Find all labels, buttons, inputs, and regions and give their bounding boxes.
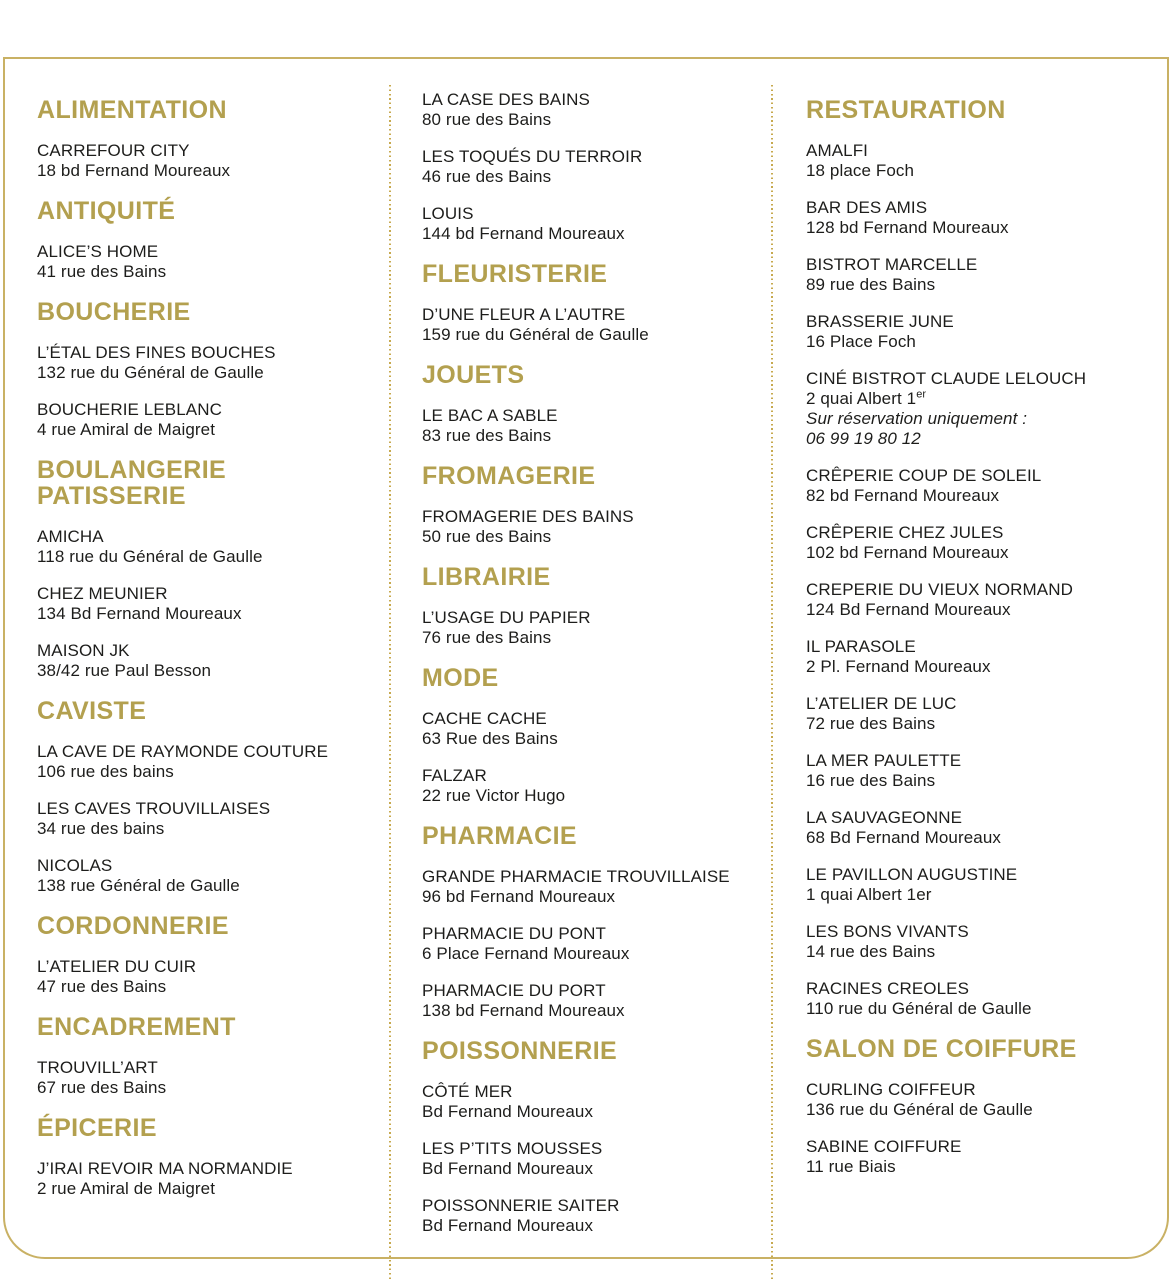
category-heading: ANTIQUITÉ bbox=[37, 197, 176, 225]
entry-name: CRÊPERIE CHEZ JULES bbox=[806, 523, 1004, 542]
category-heading: FROMAGERIE bbox=[422, 462, 596, 490]
entry-name: MAISON JK bbox=[37, 641, 130, 660]
entry-name: ALICE’S HOME bbox=[37, 242, 159, 261]
directory-entry bbox=[37, 742, 372, 782]
directory-entry bbox=[37, 141, 372, 181]
entry-name: L’ATELIER DE LUC bbox=[806, 694, 957, 713]
entry-name: LA CASE DES BAINS bbox=[422, 90, 590, 109]
entry-name: D’UNE FLEUR A L’AUTRE bbox=[422, 305, 626, 324]
directory-entry bbox=[37, 957, 372, 997]
directory-entry bbox=[37, 1159, 372, 1199]
directory-entry bbox=[806, 922, 1156, 962]
directory-entry bbox=[37, 527, 372, 567]
directory-entry bbox=[37, 242, 372, 282]
directory-entry bbox=[422, 90, 757, 130]
entry-note: 06 99 19 80 12 bbox=[806, 429, 921, 448]
entry-name: IL PARASOLE bbox=[806, 637, 916, 656]
category-heading: LIBRAIRIE bbox=[422, 563, 551, 591]
directory-entry bbox=[806, 523, 1156, 563]
entry-address: 159 rue du Général de Gaulle bbox=[422, 325, 649, 344]
directory-entry bbox=[422, 766, 757, 806]
category-heading: CAVISTE bbox=[37, 697, 147, 725]
entry-name: CINÉ BISTROT CLAUDE LELOUCH bbox=[806, 369, 1087, 388]
entry-address: 118 rue du Général de Gaulle bbox=[37, 547, 263, 566]
directory-entry bbox=[806, 198, 1156, 238]
directory-entry bbox=[806, 580, 1156, 620]
entry-name: LA SAUVAGEONNE bbox=[806, 808, 963, 827]
entry-name: GRANDE PHARMACIE TROUVILLAISE bbox=[422, 867, 730, 886]
directory-entry bbox=[806, 1137, 1156, 1177]
directory-entry bbox=[37, 1058, 372, 1098]
entry-name: L’USAGE DU PAPIER bbox=[422, 608, 591, 627]
directory-entry bbox=[806, 1080, 1156, 1120]
entry-name: BISTROT MARCELLE bbox=[806, 255, 978, 274]
category-heading: MODE bbox=[422, 664, 499, 692]
directory-entry bbox=[806, 369, 1156, 449]
entry-address: 46 rue des Bains bbox=[422, 167, 552, 186]
entry-address: 16 Place Foch bbox=[806, 332, 916, 351]
entry-address: 38/42 rue Paul Besson bbox=[37, 661, 212, 680]
entry-name: LA MER PAULETTE bbox=[806, 751, 962, 770]
entry-name: NICOLAS bbox=[37, 856, 113, 875]
entry-address: Bd Fernand Moureaux bbox=[422, 1216, 594, 1235]
entry-address: Bd Fernand Moureaux bbox=[422, 1102, 594, 1121]
entry-address: 76 rue des Bains bbox=[422, 628, 552, 647]
entry-address: 34 rue des bains bbox=[37, 819, 165, 838]
entry-name: BOUCHERIE LEBLANC bbox=[37, 400, 222, 419]
entry-address: 2 quai Albert 1er bbox=[806, 388, 927, 408]
entry-address: 50 rue des Bains bbox=[422, 527, 552, 546]
category-heading: CORDONNERIE bbox=[37, 912, 229, 940]
directory-entry bbox=[422, 924, 757, 964]
directory-entry bbox=[806, 255, 1156, 295]
entry-address: 124 Bd Fernand Moureaux bbox=[806, 600, 1011, 619]
entry-name: CURLING COIFFEUR bbox=[806, 1080, 976, 1099]
entry-address: 18 place Foch bbox=[806, 161, 915, 180]
entry-name: L’ATELIER DU CUIR bbox=[37, 957, 197, 976]
entry-name: TROUVILL’ART bbox=[37, 1058, 158, 1077]
entry-address: 41 rue des Bains bbox=[37, 262, 167, 281]
category-heading: SALON DE COIFFURE bbox=[806, 1035, 1077, 1063]
directory-entry bbox=[422, 608, 757, 648]
entry-name: PHARMACIE DU PONT bbox=[422, 924, 606, 943]
directory-entry bbox=[37, 343, 372, 383]
entry-address: 144 bd Fernand Moureaux bbox=[422, 224, 625, 243]
entry-address: 72 rue des Bains bbox=[806, 714, 936, 733]
entry-address: 14 rue des Bains bbox=[806, 942, 936, 961]
directory-entry bbox=[422, 1139, 757, 1179]
entry-name: BAR DES AMIS bbox=[806, 198, 928, 217]
entry-address: 82 bd Fernand Moureaux bbox=[806, 486, 1000, 505]
entry-name: FROMAGERIE DES BAINS bbox=[422, 507, 634, 526]
entry-address: 22 rue Victor Hugo bbox=[422, 786, 566, 805]
entry-address: 6 Place Fernand Moureaux bbox=[422, 944, 630, 963]
entry-name: LE BAC A SABLE bbox=[422, 406, 558, 425]
entry-address: 136 rue du Général de Gaulle bbox=[806, 1100, 1033, 1119]
directory-entry bbox=[422, 1196, 757, 1236]
entry-address: Bd Fernand Moureaux bbox=[422, 1159, 594, 1178]
entry-name: CARREFOUR CITY bbox=[37, 141, 190, 160]
directory-entry bbox=[422, 507, 757, 547]
entry-address: 18 bd Fernand Moureaux bbox=[37, 161, 231, 180]
category-heading: ALIMENTATION bbox=[37, 96, 227, 124]
directory-entry bbox=[806, 466, 1156, 506]
entry-note: Sur réservation uniquement : bbox=[806, 409, 1028, 428]
entry-name: LA CAVE DE RAYMONDE COUTURE bbox=[37, 742, 329, 761]
entry-name: LES BONS VIVANTS bbox=[806, 922, 969, 941]
category-heading: POISSONNERIE bbox=[422, 1037, 618, 1065]
directory-entry bbox=[422, 406, 757, 446]
directory-entry bbox=[37, 641, 372, 681]
directory-entry bbox=[37, 584, 372, 624]
entry-name: LES TOQUÉS DU TERROIR bbox=[422, 147, 643, 166]
category-heading: FLEURISTERIE bbox=[422, 260, 608, 288]
entry-name: LES P’TITS MOUSSES bbox=[422, 1139, 603, 1158]
entry-name: L’ÉTAL DES FINES BOUCHES bbox=[37, 343, 276, 362]
category-heading: RESTAURATION bbox=[806, 96, 1006, 124]
entry-name: SABINE COIFFURE bbox=[806, 1137, 962, 1156]
entry-name: LOUIS bbox=[422, 204, 474, 223]
column-middle bbox=[422, 90, 757, 1253]
entry-address: 68 Bd Fernand Moureaux bbox=[806, 828, 1001, 847]
entry-address: 67 rue des Bains bbox=[37, 1078, 167, 1097]
directory-entry bbox=[422, 305, 757, 345]
entry-name: LE PAVILLON AUGUSTINE bbox=[806, 865, 1018, 884]
directory-entry bbox=[422, 204, 757, 244]
entry-name: J’IRAI REVOIR MA NORMANDIE bbox=[37, 1159, 293, 1178]
entry-name: PHARMACIE DU PORT bbox=[422, 981, 606, 1000]
directory-entry bbox=[37, 400, 372, 440]
entry-address: 1 quai Albert 1er bbox=[806, 885, 932, 904]
entry-address: 128 bd Fernand Moureaux bbox=[806, 218, 1009, 237]
column-right bbox=[806, 90, 1156, 1194]
entry-name: AMICHA bbox=[37, 527, 104, 546]
entry-name: CACHE CACHE bbox=[422, 709, 547, 728]
category-heading: BOUCHERIE bbox=[37, 298, 191, 326]
entry-name: AMALFI bbox=[806, 141, 869, 160]
entry-address: 134 Bd Fernand Moureaux bbox=[37, 604, 242, 623]
directory-columns bbox=[0, 90, 1175, 1282]
entry-address: 96 bd Fernand Moureaux bbox=[422, 887, 616, 906]
column-left bbox=[37, 90, 372, 1216]
directory-entry bbox=[422, 709, 757, 749]
entry-address: 83 rue des Bains bbox=[422, 426, 552, 445]
directory-entry bbox=[806, 808, 1156, 848]
entry-address: 63 Rue des Bains bbox=[422, 729, 558, 748]
entry-name: CRÊPERIE COUP DE SOLEIL bbox=[806, 466, 1042, 485]
entry-name: CREPERIE DU VIEUX NORMAND bbox=[806, 580, 1073, 599]
entry-name: CÔTÉ MER bbox=[422, 1082, 513, 1101]
entry-name: LES CAVES TROUVILLAISES bbox=[37, 799, 271, 818]
entry-address: 11 rue Biais bbox=[806, 1157, 896, 1176]
entry-address: 138 bd Fernand Moureaux bbox=[422, 1001, 625, 1020]
entry-name: FALZAR bbox=[422, 766, 487, 785]
directory-entry bbox=[806, 637, 1156, 677]
entry-address: 80 rue des Bains bbox=[422, 110, 552, 129]
category-heading: ENCADREMENT bbox=[37, 1013, 236, 1041]
entry-address: 110 rue du Général de Gaulle bbox=[806, 999, 1032, 1018]
entry-address: 2 Pl. Fernand Moureaux bbox=[806, 657, 991, 676]
directory-entry bbox=[422, 147, 757, 187]
directory-entry bbox=[806, 865, 1156, 905]
directory-entry bbox=[37, 799, 372, 839]
entry-address: 4 rue Amiral de Maigret bbox=[37, 420, 216, 439]
category-heading: PHARMACIE bbox=[422, 822, 577, 850]
entry-address: 132 rue du Général de Gaulle bbox=[37, 363, 264, 382]
entry-address: 89 rue des Bains bbox=[806, 275, 936, 294]
directory-entry bbox=[422, 1082, 757, 1122]
entry-name: POISSONNERIE SAITER bbox=[422, 1196, 620, 1215]
entry-address: 2 rue Amiral de Maigret bbox=[37, 1179, 216, 1198]
directory-entry bbox=[806, 979, 1156, 1019]
entry-name: CHEZ MEUNIER bbox=[37, 584, 168, 603]
entry-address: 102 bd Fernand Moureaux bbox=[806, 543, 1009, 562]
category-heading: JOUETS bbox=[422, 361, 525, 389]
directory-entry bbox=[806, 141, 1156, 181]
entry-address: 106 rue des bains bbox=[37, 762, 174, 781]
entry-address: 47 rue des Bains bbox=[37, 977, 167, 996]
entry-address: 138 rue Général de Gaulle bbox=[37, 876, 240, 895]
directory-entry bbox=[806, 694, 1156, 734]
entry-name: RACINES CREOLES bbox=[806, 979, 970, 998]
category-heading: ÉPICERIE bbox=[37, 1114, 157, 1142]
directory-entry bbox=[422, 867, 757, 907]
entry-name: BRASSERIE JUNE bbox=[806, 312, 954, 331]
category-heading: BOULANGERIE PATISSERIE bbox=[37, 456, 227, 510]
entry-address: 16 rue des Bains bbox=[806, 771, 936, 790]
directory-entry bbox=[806, 312, 1156, 352]
directory-entry bbox=[806, 751, 1156, 791]
ordinal-superscript: er bbox=[916, 388, 927, 401]
directory-entry bbox=[37, 856, 372, 896]
directory-entry bbox=[422, 981, 757, 1021]
